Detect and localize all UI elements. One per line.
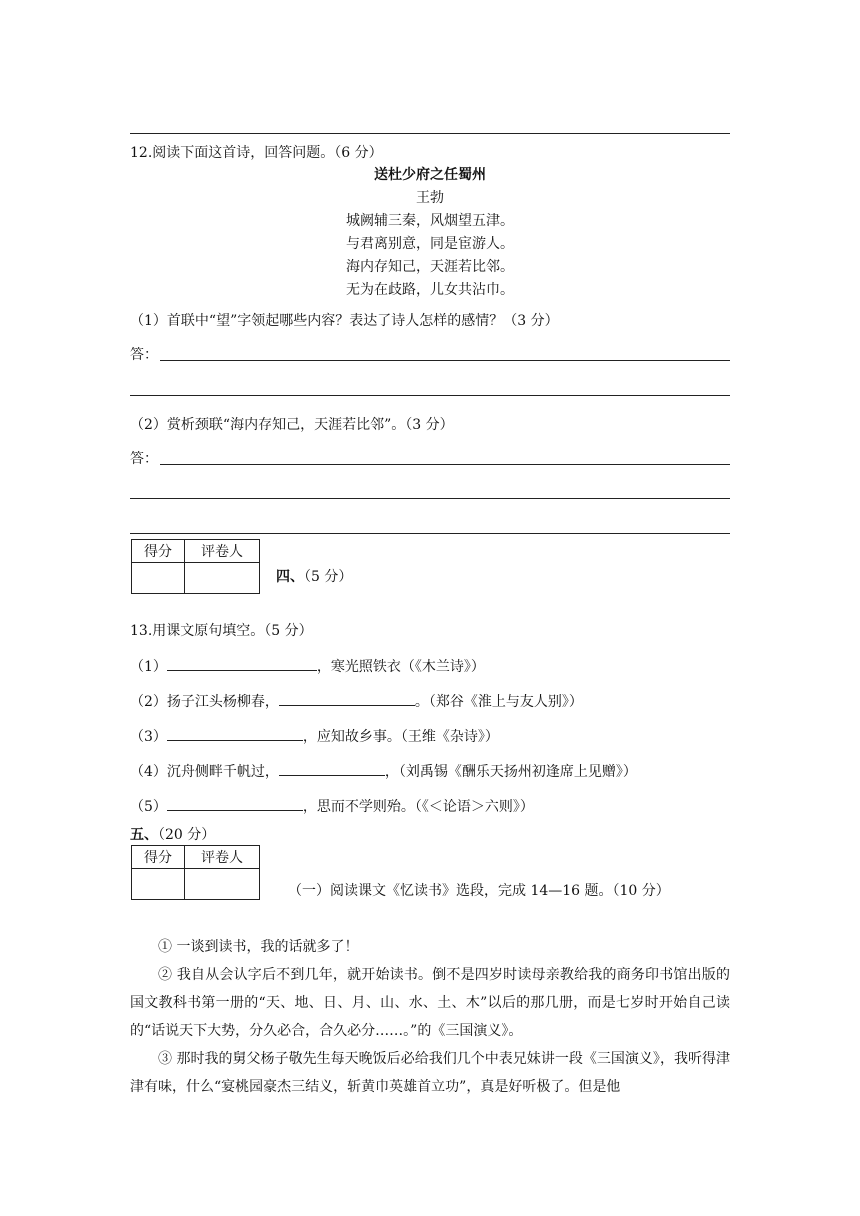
item-text: ，应知故乡事。（王维《杂诗》） (302, 729, 499, 745)
item-text: ，（刘禹锡《酬乐天扬州初逢席上见赠》） (384, 764, 637, 780)
item-number: （2） (130, 694, 167, 710)
fill-blank[interactable] (167, 725, 303, 741)
poem-author: 王勃 (416, 190, 444, 206)
score-header: 得分 (132, 846, 185, 869)
poem-line: 与君离别意，同是宦游人。 (346, 236, 514, 252)
passage-paragraph: ① 一谈到读书，我的话就多了！ (158, 939, 359, 955)
top-rule (130, 133, 730, 134)
item-text: ，寒光照铁衣（《木兰诗》） (316, 659, 485, 675)
answer-label: 答： (130, 451, 158, 467)
answer-line[interactable] (160, 464, 730, 465)
fill-blank[interactable] (167, 795, 303, 811)
poem-line: 海内存知己，天涯若比邻。 (346, 259, 514, 275)
item-number: （4） (130, 764, 167, 780)
fill-blank[interactable] (279, 760, 385, 776)
item-number: （5） (130, 799, 167, 815)
section5-heading (130, 824, 215, 844)
section4-number: 四、 (276, 569, 304, 585)
item-text: 沉舟侧畔千帆过， (166, 764, 279, 780)
fill-item (130, 725, 499, 746)
item-number: （3） (130, 729, 167, 745)
fill-item (130, 760, 637, 781)
grader-cell[interactable] (185, 563, 260, 594)
grader-header: 评卷人 (185, 540, 260, 563)
answer-line[interactable] (130, 498, 730, 499)
poem-title: 送杜少府之任蜀州 (374, 167, 486, 183)
passage-paragraph: ② 我自从会认字后不到几年，就开始读书。倒不是四岁时读母亲教给我的商务印书馆出版的国文教科书第一册的“天、地、日、月、山、水、土、木”以后的那几册，而是七岁时开始自己读的“话说天下大势，分久必合，合久必分……。”的《三国演义》。 (130, 967, 730, 1039)
item-text: 扬子江头杨柳春， (166, 694, 279, 710)
section5-points: （20 分） (158, 827, 216, 843)
q12-title: 12.阅读下面这首诗，回答问题。（6 分） (130, 145, 383, 161)
fill-item (130, 795, 534, 816)
fill-item (130, 655, 485, 676)
q12-sub1: （1）首联中“望”字领起哪些内容？表达了诗人怎样的感情？（3 分） (130, 313, 559, 329)
answer-label: 答： (130, 347, 158, 363)
answer-line[interactable] (130, 533, 730, 534)
poem-line: 无为在歧路，儿女共沾巾。 (346, 282, 514, 298)
q13-title: 13.用课文原句填空。（5 分） (130, 623, 313, 639)
score-cell[interactable] (132, 563, 185, 594)
answer-line[interactable] (160, 360, 730, 361)
passage-paragraph: ③ 那时我的舅父杨子敬先生每天晚饭后必给我们几个中表兄妹讲一段《三国演义》，我听得津津有味，什么“宴桃园豪杰三结义，斩黄巾英雄首立功”，真是好听极了。但是他 (130, 1051, 730, 1095)
q12-sub2: （2）赏析颈联“海内存知己，天涯若比邻”。（3 分） (130, 417, 454, 433)
item-text: 。（郑谷《淮上与友人别》） (414, 694, 583, 710)
poem-block (130, 164, 730, 302)
fill-item (130, 690, 583, 711)
reading-passage (130, 933, 730, 1101)
section5-number: 五、 (130, 827, 158, 843)
grade-table (131, 539, 260, 594)
grader-header: 评卷人 (185, 846, 260, 869)
section4-points: （5 分） (304, 569, 353, 585)
section5-part1: （一）阅读课文《忆读书》选段，完成 14—16 题。（10 分） (288, 883, 670, 899)
section4-heading (276, 566, 352, 586)
poem-line: 城阙辅三秦，风烟望五津。 (346, 213, 514, 229)
grader-cell[interactable] (185, 869, 260, 900)
fill-blank[interactable] (279, 690, 415, 706)
answer-line[interactable] (130, 395, 730, 396)
score-header: 得分 (132, 540, 185, 563)
grade-table (131, 845, 260, 900)
score-cell[interactable] (132, 869, 185, 900)
item-number: （1） (130, 659, 167, 675)
item-text: ，思而不学则殆。（《＜论语＞六则》） (302, 799, 534, 815)
fill-blank[interactable] (167, 655, 317, 671)
